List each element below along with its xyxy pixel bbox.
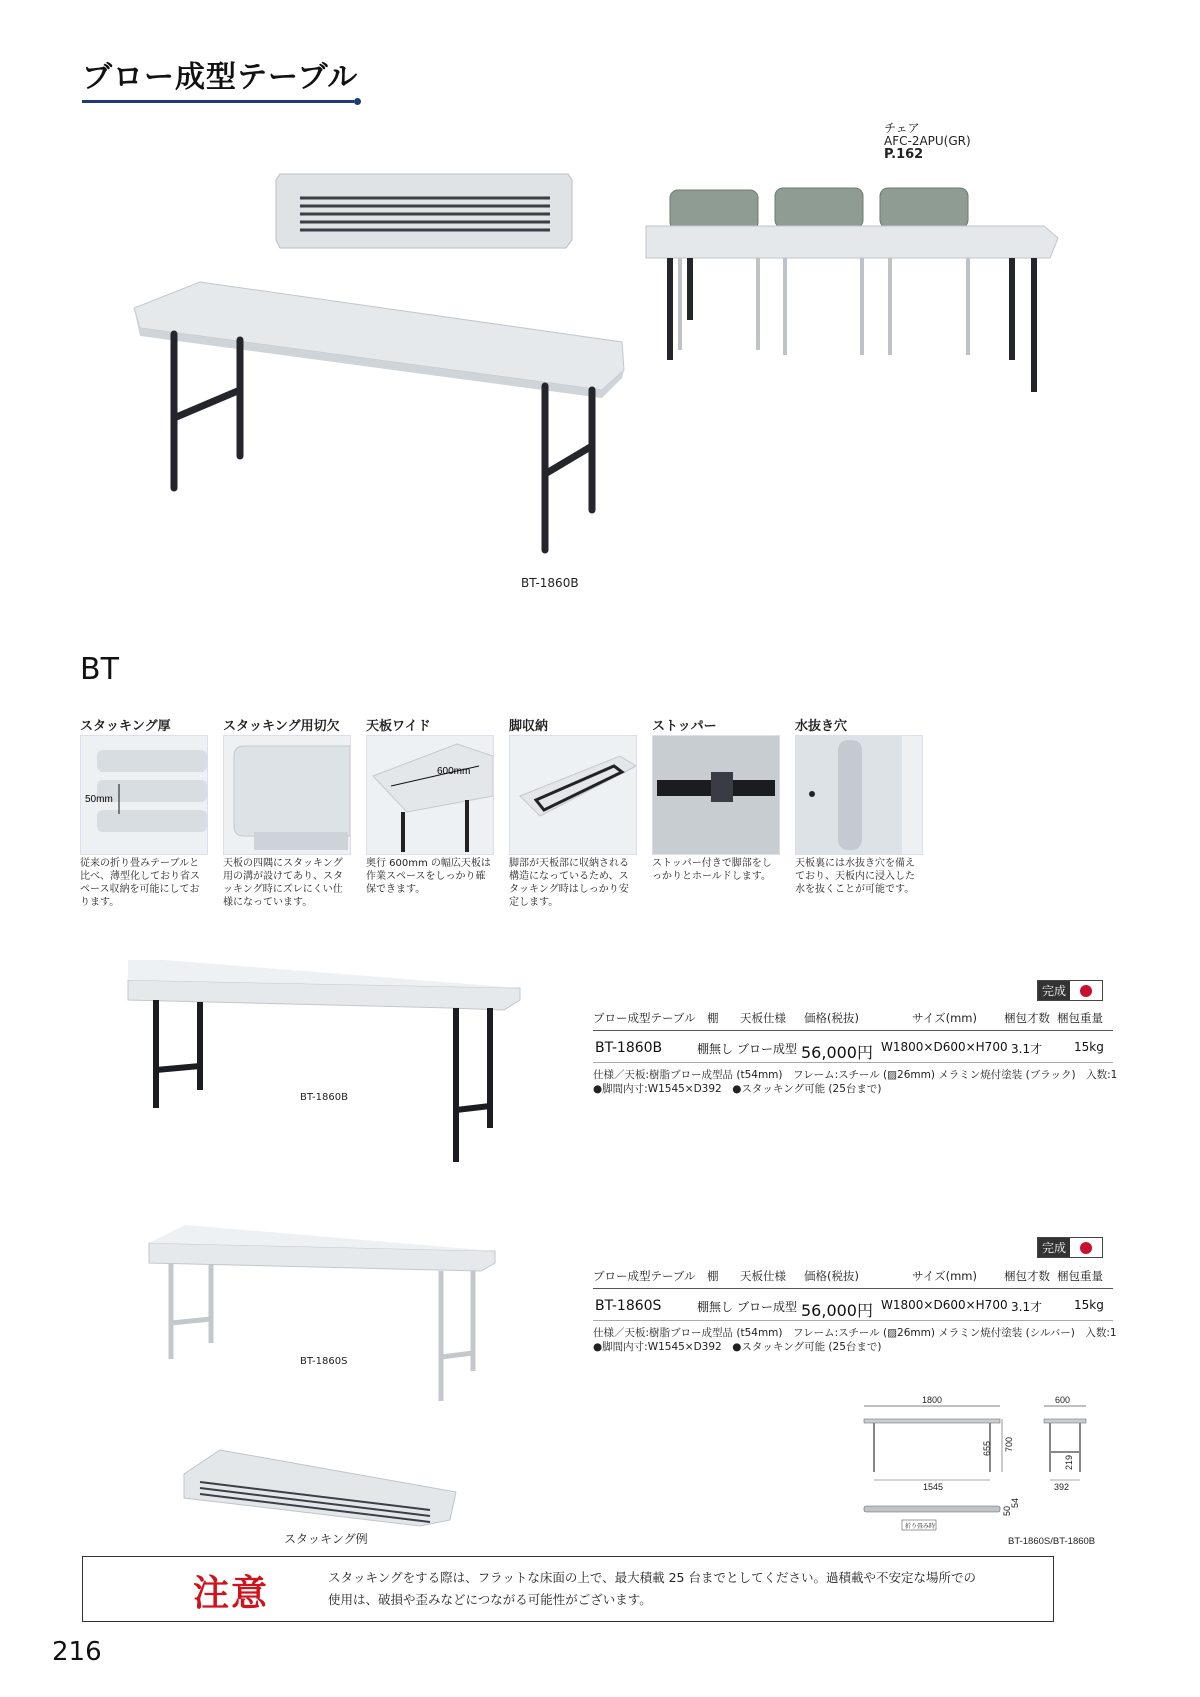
feature-desc: 脚部が天板部に収納される構造になっているため、スタッキング時はしっかり安定します。: [509, 858, 629, 908]
dim-fold: 50: [1002, 1505, 1012, 1516]
hdr-top: 天板仕様: [740, 1269, 786, 1283]
spec-line-2: ●脚間内寸:W1545×D392 ●スタッキング可能 (25台まで): [593, 1341, 882, 1353]
feature-item: [366, 715, 491, 895]
product-caption: BT-1860B: [300, 1092, 348, 1103]
hdr-size: サイズ(mm): [912, 1269, 977, 1283]
top-spec: ブロー成型: [737, 1042, 798, 1056]
price: 56,000円: [801, 1043, 873, 1062]
drain-hole-image: [795, 735, 923, 855]
notice-line-1: スタッキングをする際は、フラットな床面の上で、最大積載 25 台までとしてください。過積載や不安定な場所での: [328, 1570, 976, 1585]
feature-title: 脚収納: [509, 719, 549, 734]
feature-desc: 天板裏には水抜き穴を備えており、天板内に浸入した水を抜くことが可能です。: [795, 858, 915, 895]
hdr-pkg-size: 梱包才数: [1004, 1011, 1050, 1025]
notice-heading: 注意: [193, 1573, 270, 1614]
dim-inner-depth: 392: [1054, 1482, 1070, 1492]
dim-height: 700: [1004, 1436, 1014, 1452]
stacked-tables-image: [270, 170, 580, 252]
feature-item: [223, 715, 343, 908]
complete-badge: [1037, 1237, 1103, 1258]
pkg-size: 3.1才: [1011, 1042, 1043, 1056]
notice-text: [328, 1567, 1028, 1611]
hdr-pkg-weight: 梱包重量: [1057, 1011, 1103, 1025]
dim-depth: 600: [1055, 1395, 1071, 1405]
shelf: 棚無し: [697, 1300, 734, 1314]
top-spec: ブロー成型: [737, 1300, 798, 1314]
table-bt1860b-image: [120, 960, 530, 1170]
hdr-name: ブロー成型テーブル: [593, 1011, 696, 1025]
hdr-shelf: 棚: [707, 1269, 719, 1283]
wide-top-image: [366, 735, 494, 855]
japan-flag-icon: [1070, 1240, 1102, 1256]
table-rule: [593, 1288, 1113, 1289]
feature-item: [80, 715, 200, 908]
fold-label: 折り畳み時: [905, 1524, 936, 1530]
hdr-top: 天板仕様: [740, 1011, 786, 1025]
stacking-example-image: [180, 1448, 460, 1528]
complete-label: 完成: [1038, 981, 1070, 1000]
feature-img-label: 50mm: [85, 794, 113, 805]
feature-title: 水抜き穴: [795, 719, 848, 734]
price: 56,000円: [801, 1301, 873, 1320]
chair-reference: [884, 122, 971, 161]
shelf: 棚無し: [697, 1042, 734, 1056]
dim-width: 1800: [922, 1395, 943, 1405]
table-rule: [593, 1062, 1113, 1063]
title-underline: [82, 100, 354, 103]
chair-page[interactable]: P.162: [884, 147, 924, 162]
hdr-price: 価格(税抜): [804, 1011, 859, 1025]
complete-badge: [1037, 980, 1103, 1001]
drawing-caption: BT-1860S/BT-1860B: [1008, 1536, 1096, 1547]
spec-table-row: [593, 1040, 1113, 1060]
feature-desc: ストッパー付きで脚部をしっかりとホールドします。: [652, 858, 772, 882]
title-underline-dot: [354, 98, 361, 105]
pkg-weight: 15kg: [1074, 1040, 1104, 1054]
feature-title: スタッキング厚: [80, 719, 171, 734]
feature-desc: 奥行 600mm の幅広天板は作業スペースをしっかり確保できます。: [366, 858, 491, 895]
feature-desc: 従来の折り畳みテーブルと比べ、薄型化しており省スペース収納を可能にしております。: [80, 858, 200, 908]
feature-desc: 天板の四隅にスタッキング用の溝が設けてあり、スタッキング時にズレにくい仕様になっています。: [223, 858, 343, 908]
dim-inner-width: 1545: [923, 1482, 944, 1492]
table-bt1860b-photo: [130, 278, 630, 568]
series-heading: BT: [80, 652, 119, 687]
spec-notes: [593, 1326, 1133, 1354]
complete-label: 完成: [1038, 1238, 1070, 1257]
spec-table-row: [593, 1298, 1113, 1318]
hdr-price: 価格(税抜): [804, 1269, 859, 1283]
stopper-image: [652, 735, 780, 855]
size: W1800×D600×H700: [881, 1298, 1008, 1312]
feature-list: [80, 715, 915, 915]
size: W1800×D600×H700: [881, 1040, 1008, 1054]
table-rule: [593, 1030, 1113, 1031]
spec-table-header: [593, 1268, 1113, 1284]
hdr-size: サイズ(mm): [912, 1011, 977, 1025]
page-number: 216: [52, 1637, 102, 1667]
dimension-drawing: [840, 1392, 1120, 1548]
spec-line-1: 仕様／天板:樹脂ブロー成型品 (t54mm) フレーム:スチール (▨26mm) メラミン焼付塗装 (シルバー) 入数:1: [593, 1327, 1117, 1339]
dim-height-inner: 655: [982, 1440, 992, 1456]
feature-title: ストッパー: [652, 719, 717, 734]
leg-storage-image: [509, 735, 637, 855]
spec-notes: [593, 1068, 1133, 1096]
feature-item: [652, 715, 772, 882]
table-rule: [593, 1320, 1113, 1321]
model: BT-1860B: [595, 1040, 663, 1056]
table-with-chairs-photo: [640, 180, 1070, 400]
dim-fold-2: 54: [1010, 1497, 1020, 1508]
hdr-pkg-weight: 梱包重量: [1057, 1269, 1103, 1283]
feature-item: [509, 715, 629, 908]
stacking-caption: スタッキング例: [284, 1532, 368, 1546]
pkg-size: 3.1才: [1011, 1300, 1043, 1314]
notice-box: [82, 1556, 1054, 1622]
dim-foot-height: 219: [1064, 1454, 1074, 1470]
chair-label: チェア: [884, 121, 920, 135]
hdr-shelf: 棚: [707, 1011, 719, 1025]
notice-line-2: 使用は、破損や歪みなどにつながる可能性がございます。: [328, 1592, 652, 1607]
spec-line-2: ●脚間内寸:W1545×D392 ●スタッキング可能 (25台まで): [593, 1083, 882, 1095]
page-title: ブロー成型テーブル: [82, 60, 359, 95]
hdr-pkg-size: 梱包才数: [1004, 1269, 1050, 1283]
product-caption: BT-1860S: [300, 1356, 348, 1367]
spec-table-header: [593, 1010, 1113, 1026]
stacking-thickness-image: [80, 735, 208, 855]
japan-flag-icon: [1070, 983, 1102, 999]
spec-line-1: 仕様／天板:樹脂ブロー成型品 (t54mm) フレーム:スチール (▨26mm) メラミン焼付塗装 (ブラック) 入数:1: [593, 1069, 1118, 1081]
feature-title: 天板ワイド: [366, 719, 431, 734]
hdr-name: ブロー成型テーブル: [593, 1269, 696, 1283]
feature-img-label: 600mm: [437, 766, 471, 777]
stacking-notch-image: [223, 735, 351, 855]
chair-model: AFC-2APU(GR): [884, 134, 971, 148]
hero-caption: BT-1860B: [521, 576, 579, 590]
pkg-weight: 15kg: [1074, 1298, 1104, 1312]
feature-item: [795, 715, 915, 895]
feature-title: スタッキング用切欠: [223, 719, 340, 734]
model: BT-1860S: [595, 1298, 662, 1314]
table-bt1860s-image: [145, 1225, 505, 1405]
